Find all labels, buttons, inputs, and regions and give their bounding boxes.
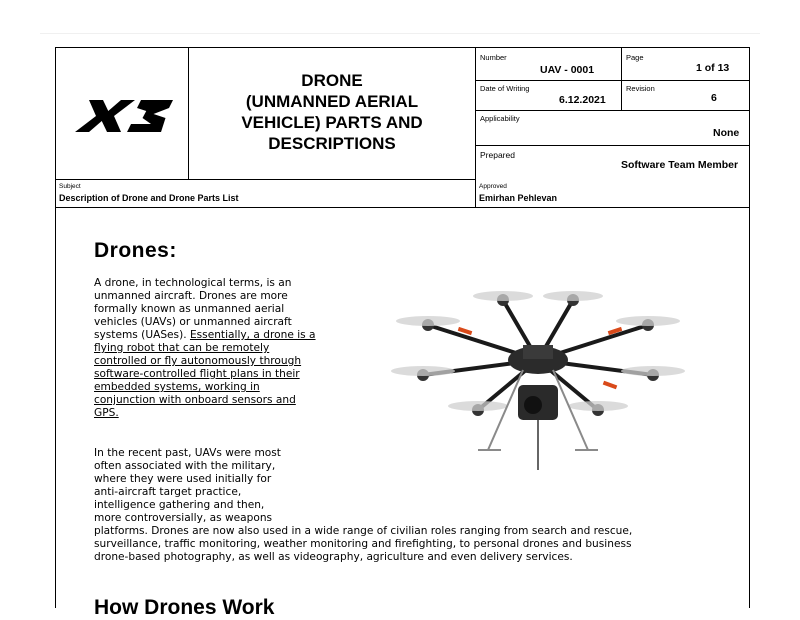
top-divider [40, 33, 760, 34]
number-value: UAV - 0001 [540, 64, 595, 76]
number-cell [476, 48, 622, 81]
logo-cell [56, 48, 189, 180]
applicability-label: Applicability [480, 114, 520, 123]
approved-label: Approved [479, 183, 507, 190]
prepared-value: Software Team Member [621, 159, 739, 171]
document-page [55, 47, 750, 619]
history-line: platforms. Drones are now also used in a wide range of civilian roles ranging from search and rescue, [94, 525, 633, 537]
page-cell [622, 48, 749, 81]
page-label: Page [626, 53, 644, 62]
applicability-cell [476, 111, 749, 146]
subject-cell [56, 180, 476, 208]
history-line: often associated with the military, [94, 460, 276, 472]
revision-value: 6 [711, 92, 717, 104]
subject-label: Subject [59, 183, 81, 190]
applicability-value: None [713, 127, 740, 139]
document-header [56, 48, 749, 208]
approved-value: Emirhan Pehlevan [479, 193, 558, 203]
title-line-2: (UNMANNED AERIAL [245, 92, 419, 111]
section-heading: Drones: [94, 239, 177, 262]
document-body [56, 208, 749, 619]
revision-label: Revision [626, 84, 655, 93]
approved-cell [476, 180, 749, 208]
history-line: intelligence gathering and then, [94, 499, 265, 511]
drone-image [383, 255, 693, 490]
intro-underlined-text: Essentially, a drone is a flying robot that can be remotely controlled or fly autonomously through software-controlled flight plans in their embedded systems, working in conjunction with onboard sensors and GPS. [94, 329, 316, 419]
title-cell [189, 48, 476, 180]
history-line: In the recent past, UAVs were most [94, 447, 281, 459]
date-value: 6.12.2021 [559, 94, 606, 106]
document-title [189, 70, 475, 154]
history-line: drone-based photography, as well as videography, agriculture and even delivery services. [94, 551, 573, 563]
x3-logo [68, 96, 178, 136]
date-cell [476, 81, 622, 111]
history-line: anti-aircraft target practice, [94, 486, 242, 498]
number-label: Number [480, 53, 507, 62]
subject-row [56, 180, 749, 208]
title-line-3: VEHICLE) PARTS AND [241, 113, 423, 132]
subject-value: Description of Drone and Drone Parts List [59, 193, 239, 203]
title-line-1: DRONE [301, 71, 363, 90]
history-line: where they were used initially for [94, 473, 272, 485]
history-line: more controversially, as weapons [94, 512, 273, 524]
date-label: Date of Writing [480, 84, 530, 93]
title-line-4: DESCRIPTIONS [268, 134, 396, 153]
next-section-heading: How Drones Work [94, 596, 275, 619]
prepared-label: Prepared [480, 150, 515, 160]
intro-text: A drone, in technological terms, is an unmanned aircraft. Drones are more formally known as unmanned aerial vehicles (UAVs) or unmanned aircraft systems (UASes). [94, 277, 292, 341]
prepared-cell [476, 146, 749, 180]
revision-cell [622, 81, 749, 111]
intro-paragraph [94, 277, 322, 420]
page-value: 1 of 13 [696, 62, 730, 74]
history-line: surveillance, traffic monitoring, weather monitoring and firefighting, to personal drones and business [94, 538, 632, 550]
